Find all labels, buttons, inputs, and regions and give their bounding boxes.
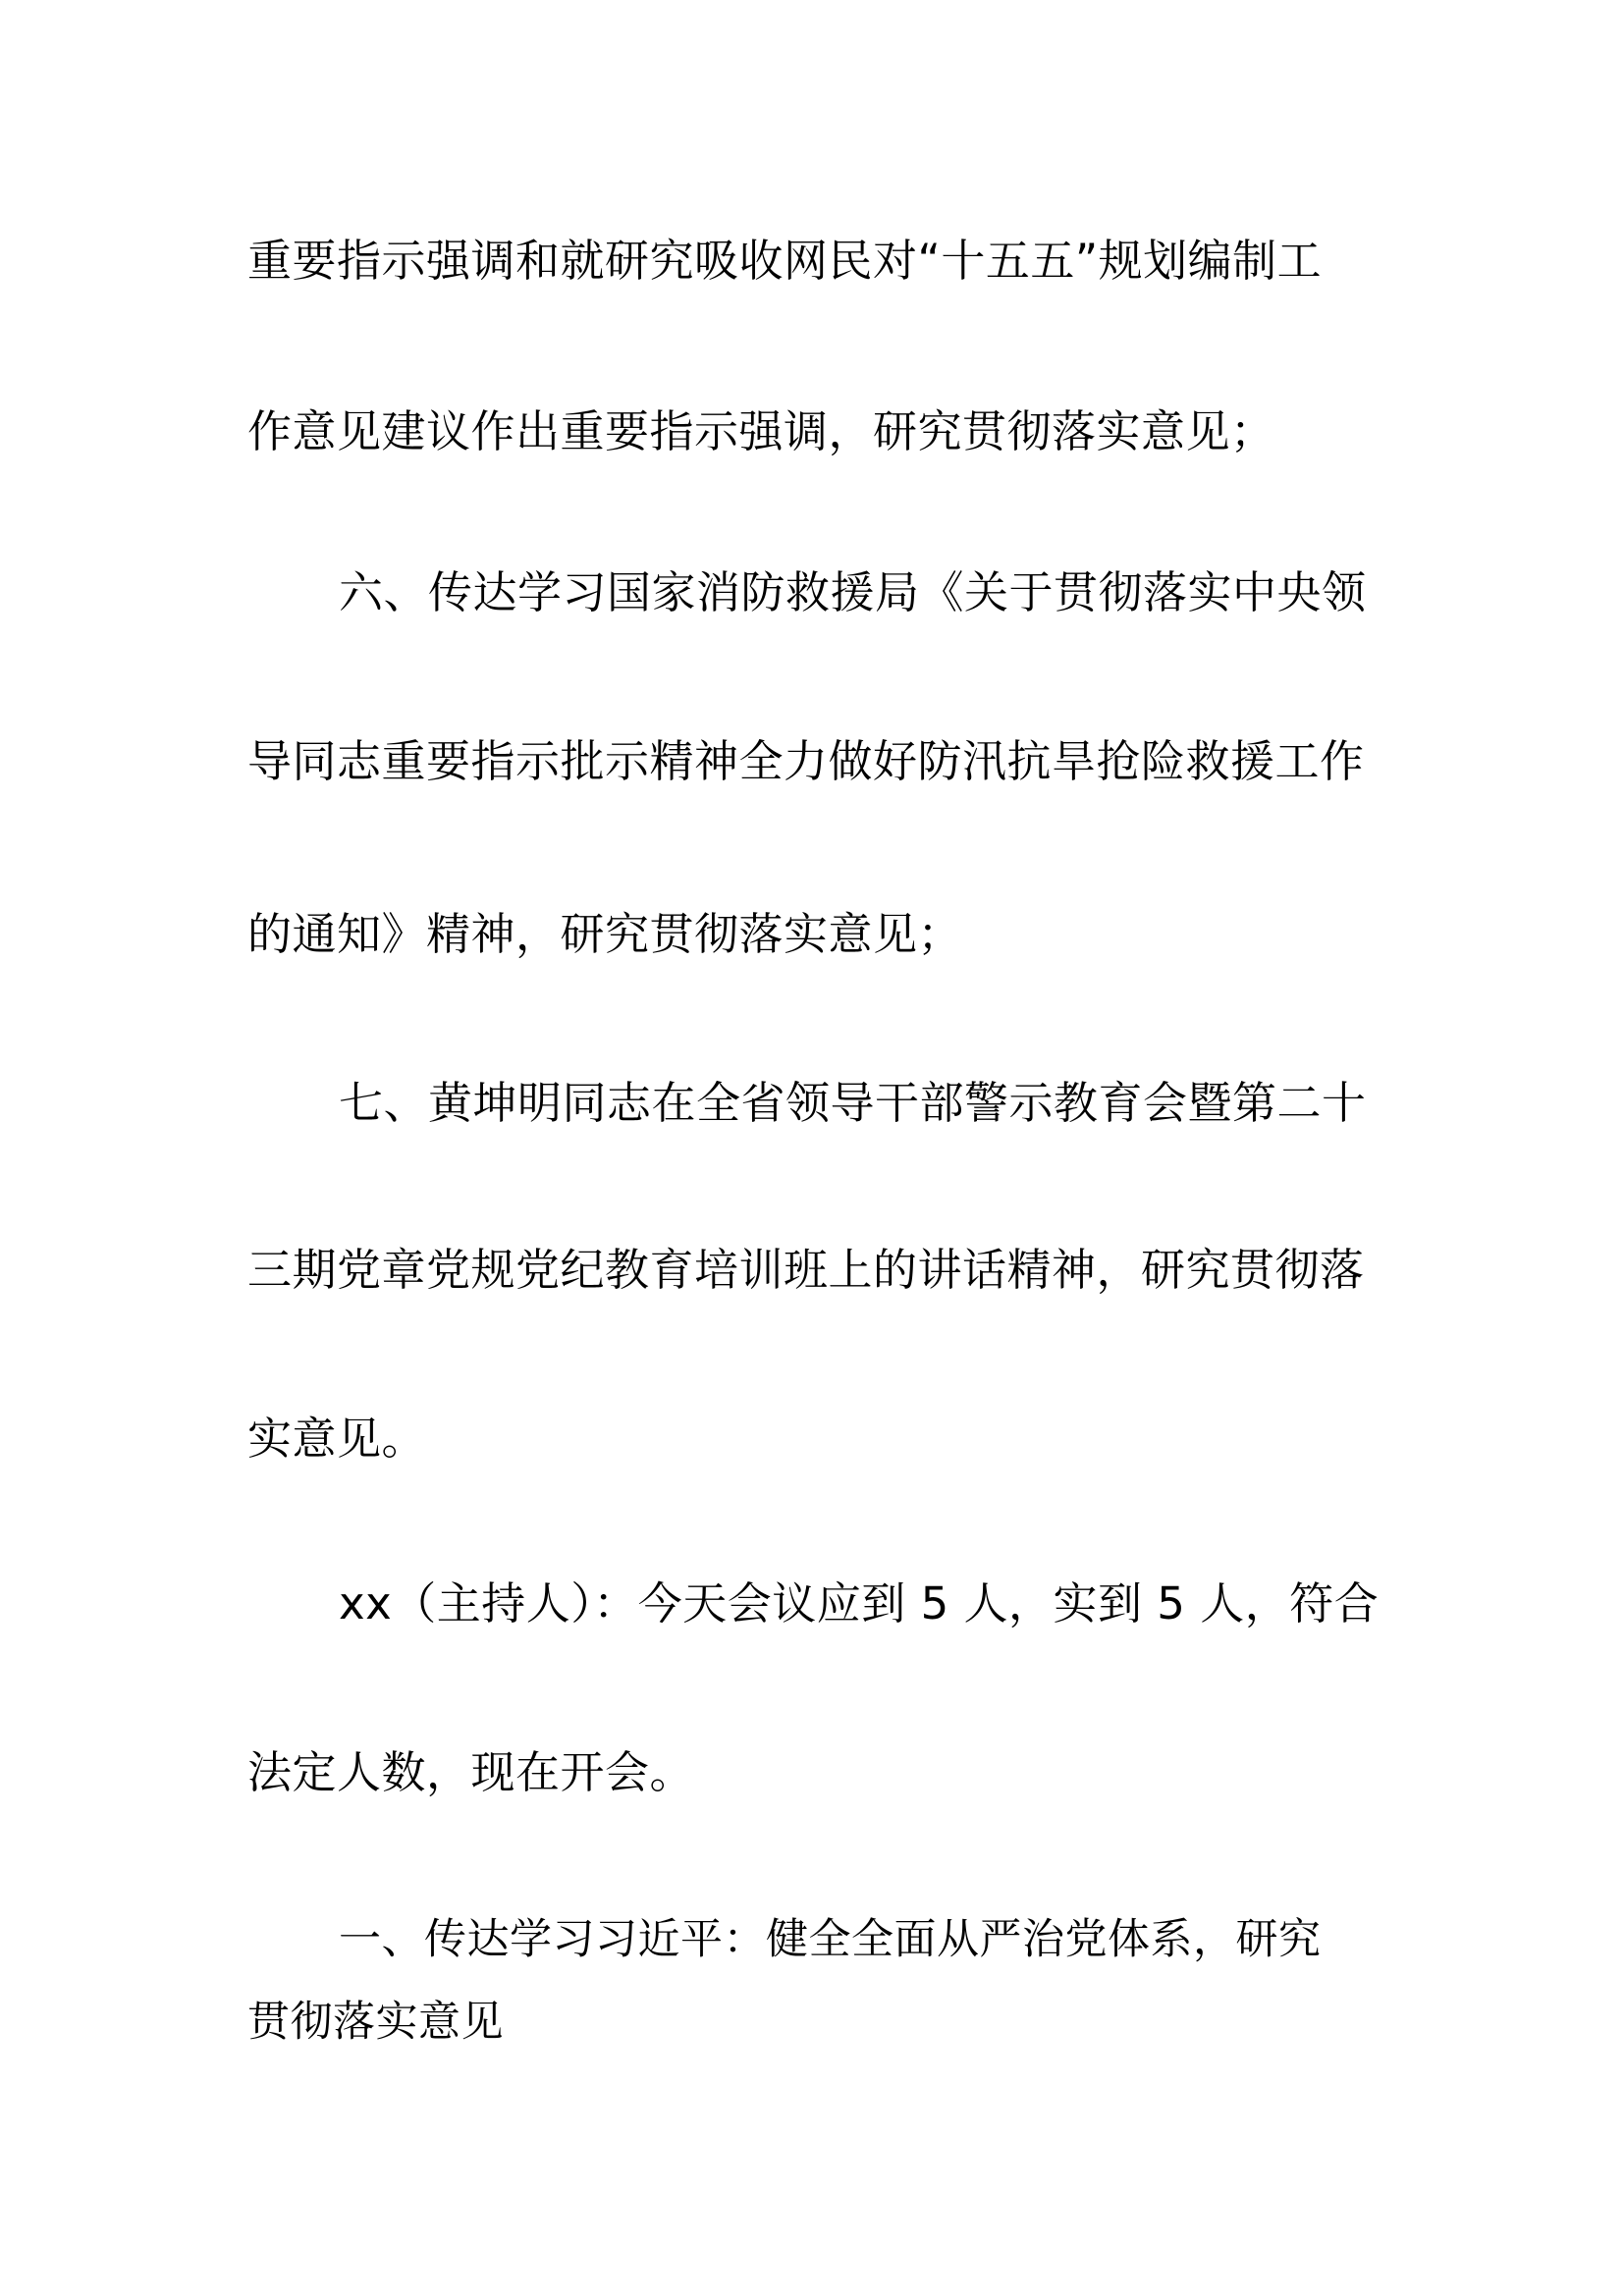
text-line-10: 法定人数，现在开会。 xyxy=(247,1746,695,1798)
text-line-7: 三期党章党规党纪教育培训班上的讲话精神，研究贯彻落 xyxy=(247,1244,1365,1296)
text-line-11: 一、传达学习习近平：健全全面从严治党体系，研究 xyxy=(339,1915,1322,1964)
text-line-4: 导同志重要指示批示精神全力做好防汛抗旱抢险救援工作 xyxy=(247,735,1365,787)
text-line-9: xx（主持人）：今天会议应到 5 人，实到 5 人，符合 xyxy=(339,1577,1380,1629)
text-line-6: 七、黄坤明同志在全省领导干部警示教育会暨第二十 xyxy=(339,1077,1367,1129)
text-line-2: 作意见建议作出重要指示强调，研究贯彻落实意见； xyxy=(247,405,1275,457)
text-line-12: 贯彻落实意见 xyxy=(247,1998,504,2047)
text-line-3: 六、传达学习国家消防救援局《关于贯彻落实中央领 xyxy=(339,566,1367,618)
text-line-8: 实意见。 xyxy=(247,1413,427,1465)
text-line-1: 重要指示强调和就研究吸收网民对“十五五”规划编制工 xyxy=(247,235,1323,287)
text-line-5: 的通知》精神，研究贯彻落实意见； xyxy=(247,908,963,960)
